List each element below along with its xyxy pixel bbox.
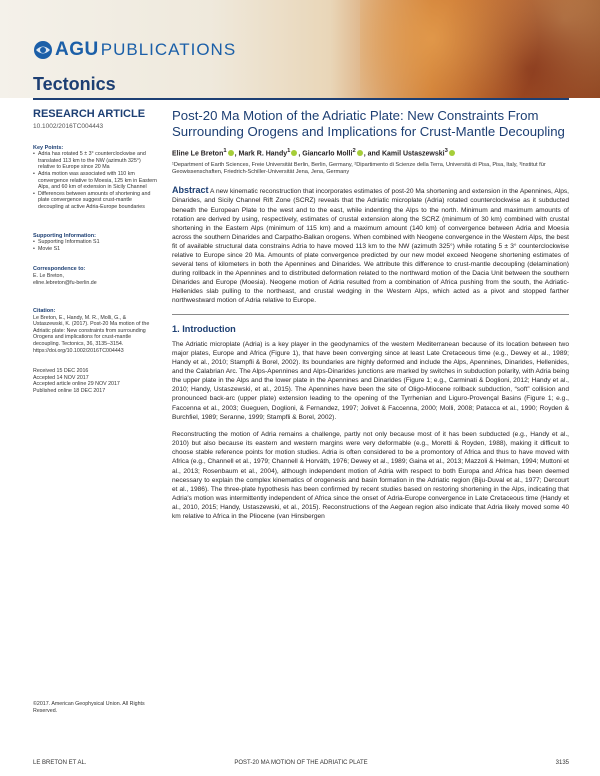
article-doi[interactable]: 10.1002/2016TC004443 <box>33 123 104 130</box>
author-name[interactable]: Eline Le Breton <box>172 150 224 158</box>
footer-authors: LE BRETON ET AL. <box>33 760 87 766</box>
author-list: Eline Le Breton$^1$ , Mark R. Handy$^1$ , Giancarlo Molli$^2$ , and Kamil Ustaszewski$^3$ <box>172 148 569 157</box>
page-number: 3135 <box>555 760 569 766</box>
key-points-heading: Key Points: <box>33 144 64 151</box>
key-point: • Adria has rotated 5 ± 3° counterclockwise and translated 113 km to the NW (azimuth 325°) relative to Europe since 20 Ma <box>33 151 158 171</box>
article-title: Post-20 Ma Motion of the Adriatic Plate: New Constraints From Surrounding Orogens and Implications for Crust-Mantle Decoupling <box>172 108 565 139</box>
date-accepted: Accepted 14 NOV 2017 <box>33 374 89 381</box>
section-heading: 1. Introduction <box>172 323 236 334</box>
author-affil-number: 1 <box>223 148 227 154</box>
footer-running-title: POST-20 MA MOTION OF THE ADRIATIC PLATE <box>234 760 368 766</box>
orcid-icon[interactable] <box>449 150 455 156</box>
supporting-list <box>33 239 158 252</box>
supporting-heading: Supporting Information: <box>33 232 96 239</box>
header-rule <box>33 98 569 100</box>
journal-banner <box>0 0 600 98</box>
citation-text: Le Breton, E., Handy, M. R., Molli, G., & Ustaszewski, K. (2017). Post-20 Ma motion of the Adriatic plate: New constraints from surrounding Orogens and implications for crust-mantle decoupling. Tectonics, 36, 3135–3154. https://doi.org/10.1002/2016TC004443 <box>33 314 150 354</box>
citation-heading: Citation: <box>33 308 56 315</box>
logo-agu-text: AGU <box>55 39 99 60</box>
article-main <box>172 108 569 522</box>
author-affil-number: 1 <box>287 148 291 154</box>
body-paragraph: The Adriatic microplate (Adria) is a key player in the geodynamics of the western Mediterranean because of its location between two major plates, Europe and Africa (Figure 1), that have been converging since at least Late Cretaceous time (e.g., Dewey et al., 1989; Handy et al., 2010; Stampfli & Borel, 2002). Its boundaries are highly deformed and include the Alps, Apennines, Dinarides, Hellenides, and the Calabrian Arc. The Alps-Apennines and Alps-Dinarides junctions are marked by switches in subduction polarity, with Adria being the upper plate in the Alps and the lower plate in the Apennines and Dinarides (Figure 1; e.g., Carminati & Doglioni, 2012; Handy et al., 2010; Handy, Ustaszewski, et al., 2015). The Apennines have been the site of Oligo-Miocene rollback subduction, “soft” collision and pronounced back-arc (upper plate) extension leading to the opening of the Tyrrhenian and Liguro-Provençal Basins (Figure 1; e.g., Faccenna et al., 2003; Gueguen, Doglioni, & Fernandez, 1997; Jolivet & Faccenna, 2000; Molli, 2008; Patacca et al., 1990; Royden & Burchfiel, 1989; Seranne, 1999; Stampfli & Borel, 2002). <box>172 340 569 421</box>
author-name[interactable]: and Kamil Ustaszewski <box>367 150 445 158</box>
date-published: Published online 18 DEC 2017 <box>33 388 106 395</box>
agu-globe-icon <box>33 40 53 60</box>
author-name[interactable]: Mark R. Handy <box>238 150 288 158</box>
copyright: ©2017. American Geophysical Union. All Rights Reserved. <box>33 701 145 714</box>
history-dates <box>33 368 158 394</box>
correspondence-email[interactable]: eline.lebreton@fu-berlin.de <box>33 279 97 286</box>
author-affil-number: 3 <box>444 148 448 154</box>
key-point: • Differences between amounts of shortening and plate convergence suggest crust-mantle decoupling at active Adria-Europe boundaries <box>33 191 158 211</box>
orcid-icon[interactable] <box>357 150 363 156</box>
orcid-icon[interactable] <box>228 150 234 156</box>
abstract <box>172 186 569 305</box>
article-type: RESEARCH ARTICLE <box>33 108 146 120</box>
abstract-label: Abstract <box>172 185 209 196</box>
orcid-icon[interactable] <box>291 150 297 156</box>
date-online: Accepted article online 29 NOV 2017 <box>33 381 120 388</box>
section-divider <box>172 314 569 315</box>
correspondence-heading: Correspondence to: <box>33 266 86 273</box>
agu-logo[interactable] <box>33 40 236 60</box>
correspondence-name: E. Le Breton, <box>33 272 64 279</box>
journal-title[interactable]: Tectonics <box>33 74 116 94</box>
key-point: • Adria motion was associated with 110 km convergence relative to Moesia, 125 km in Eastern Alps, and 60 km of extension in Sicily Channel <box>33 171 158 191</box>
abstract-text: A new kinematic reconstruction that incorporates estimates of post-20 Ma shortening and extension in the Apennines, Alps, Dinarides, and Sicily Channel Rift Zone (SCRZ) reveals that the Adriatic microplate (Adria) rotated counterclockwise as it subducted beneath the European Plate to the west and to the east, while indenting the Alps to the north. Minimum and maximum amounts of rotation are derived by using, respectively, estimates of crustal extension along the SCRZ (minimum of 30 km) combined with crustal shortening in the Eastern Alps (minimum of 115 km) and a maximum amount (140 km) of convergence between Adria and Moesia across the southern Dinarides and Carpatho-Balkan orogens. When combined with Neogene convergence in the Western Alps, the best fit of available structural data constrains Adria to have moved 113 km to the NW (azimuth 325°) while rotating 5 ± 3° counterclockwise relative to Europe since 20 Ma. Amounts of plate convergence predicted by our new model exceed Neogene shortening estimates of several tens of kilometers in both the Apennines and Dinarides. We attribute this difference to crust-mantle decoupling (delamination) during rollback in the Apennines and to distributed deformation related to the northward motion of the Dacia Unit between the southern Dinarides and Europe (Moesia). Neogene motion of Adria resulted from a combination of Africa pushing from the south, the Adriatic-Hellenides slab pulling to the northeast, and crustal wedging in the Western Alps, which acted as a pivot and stopped farther northwestward motion of Adria relative to Europe. <box>172 188 569 305</box>
body-paragraph: Reconstructing the motion of Adria remains a challenge, partly not only because most of it has been subducted (e.g., Handy et al., 2010) but also because its eastern and western margins were very deformable (e.g., Moretti & Royden, 1988), making it difficult to choose stable reference points for motion studies. Adria is often considered to be a promontory of Africa and thus to have moved with Africa (e.g., Channell et al., 1979; Channell & Horváth, 1976; Dewey et al., 1989; Gaina et al., 2013; Mazzoli & Helman, 1994; Muttoni et al., 2013; Rosenbaum et al., 2004), although independent motion of Adria with respect to both Europa and Africa has been deemed necessary to explain the complex kinematics of orogenesis and basin formation in the Adriatic region (Biju-Duval et al., 1977; Dercourt et al., 1986). The three-plate hypothesis has been confirmed by recent studies based on restoring shortening in the Alps, indicating that Adria's motion was intermittently independent of Africa since the onset of Adria-Europe convergence in Late Cretaceous time (Handy et al., 2010, 2015; Handy, Ustaszewski, et al., 2015). Reconstructions of the Aegean region also indicate that Adria likely moved some 40 km relative to Africa in the Pliocene (van Hinsbergen <box>172 430 569 521</box>
date-received: Received 15 DEC 2016 <box>33 368 89 375</box>
logo-publications-text: PUBLICATIONS <box>100 40 237 59</box>
author-name[interactable]: Giancarlo Molli <box>302 150 353 158</box>
supporting-item[interactable]: • Supporting Information S1 <box>33 239 158 246</box>
sidebar <box>33 108 158 714</box>
affiliations: ¹Department of Earth Sciences, Freie Universität Berlin, Berlin, Germany, ²Dipartimento di Scienze della Terra, Università di Pisa, Pisa, Italy, ³Institut für Geowissenschaften, Friedrich-Schiller-Universität Jena, Jena, Germany <box>172 162 546 176</box>
supporting-item[interactable]: • Movie S1 <box>33 246 158 253</box>
key-points-list <box>33 151 158 210</box>
author-affil-number: 2 <box>352 148 356 154</box>
banner-rock-image <box>360 0 600 98</box>
